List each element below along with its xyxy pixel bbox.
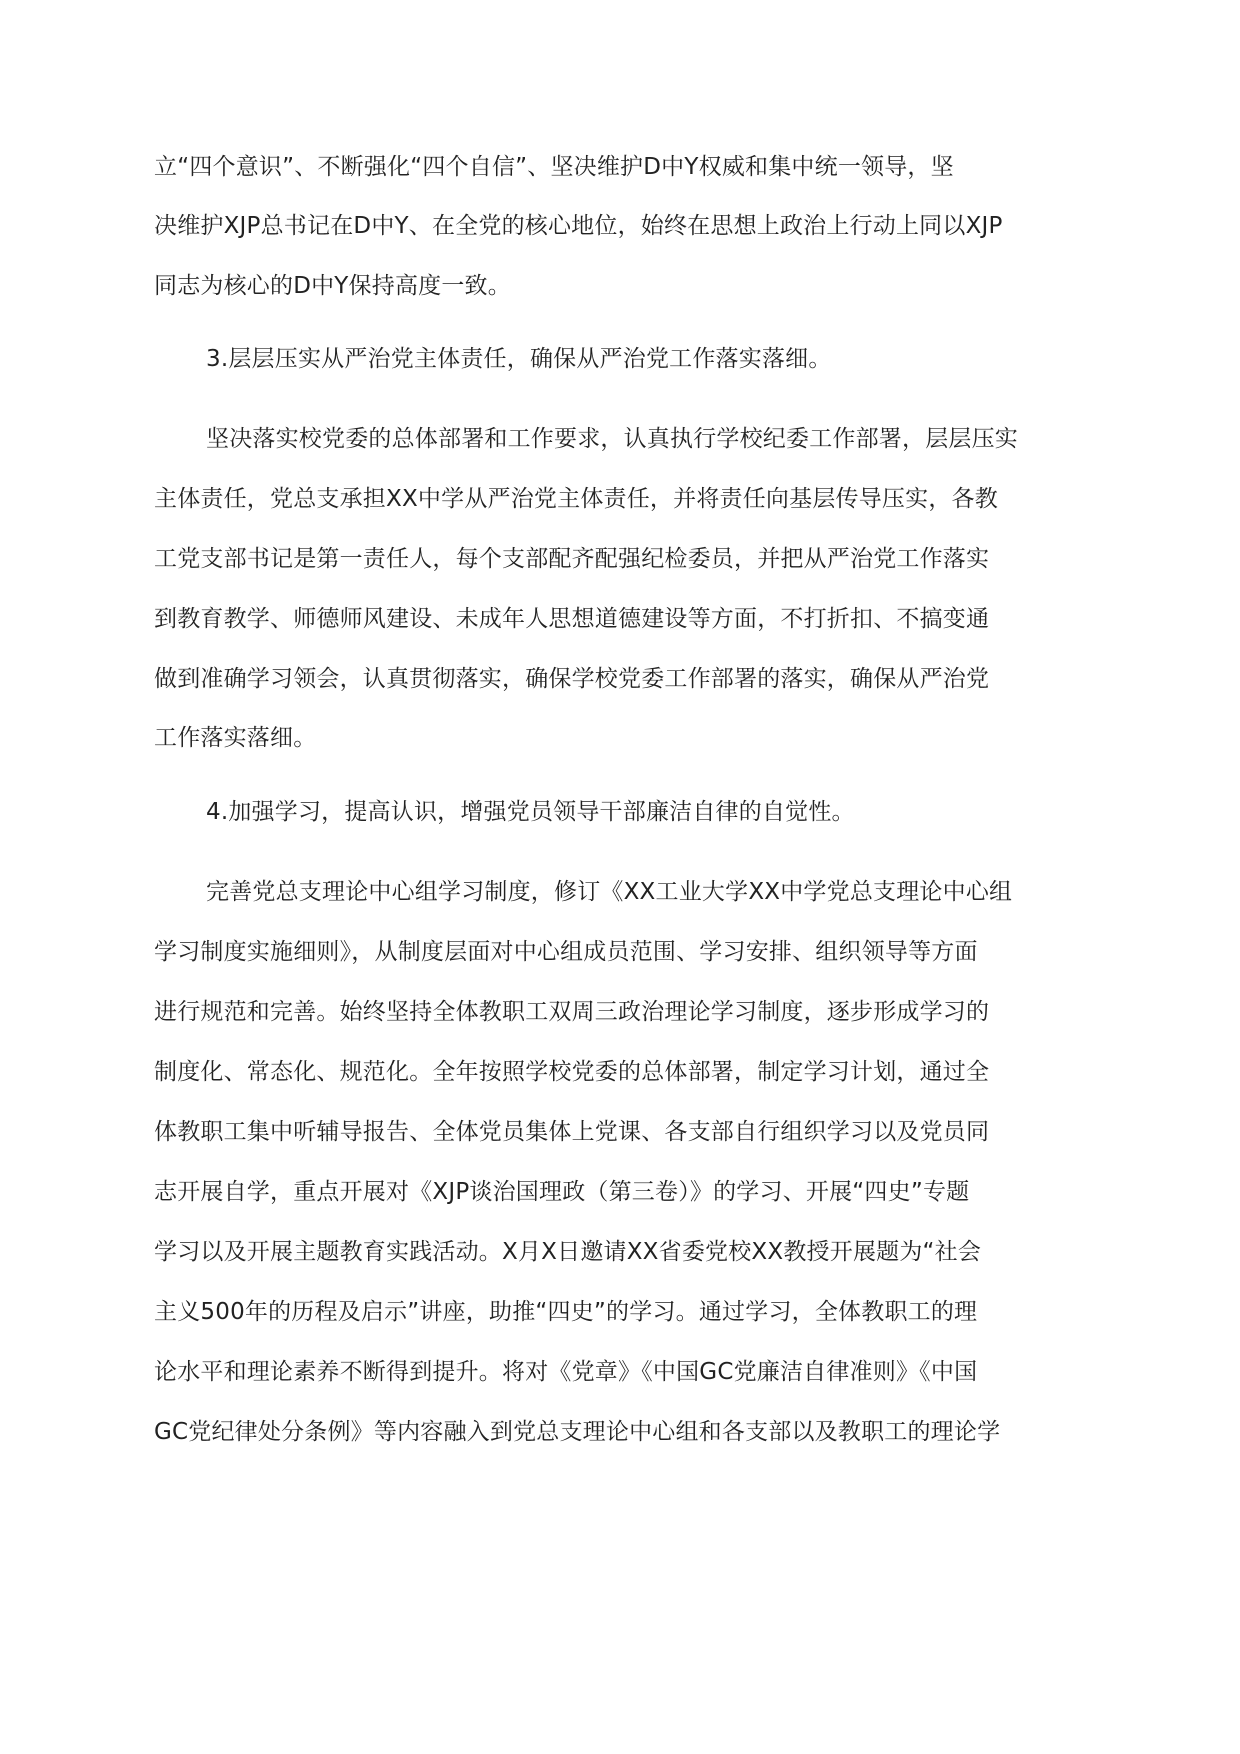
text-line-8: 到教育教学、师德师风建设、未成年人思想道德建设等方面，不打折扣、不搞变通 <box>154 606 990 632</box>
text-line-13: 学习制度实施细则》，从制度层面对中心组成员范围、学习安排、组织领导等方面 <box>154 939 978 965</box>
text-line-20: 论水平和理论素养不断得到提升。将对《党章》《中国GC党廉洁自律准则》《中国 <box>154 1359 978 1385</box>
text-line-15: 制度化、常态化、规范化。全年按照学校党委的总体部署，制定学习计划，通过全 <box>154 1059 990 1085</box>
section-heading-4: 4.加强学习，提高认识，增强党员领导干部廉洁自律的自觉性。 <box>206 799 855 825</box>
text-line-14: 进行规范和完善。始终坚持全体教职工双周三政治理论学习制度，逐步形成学习的 <box>154 999 990 1025</box>
text-line-6: 主体责任，党总支承担XX中学从严治党主体责任，并将责任向基层传导压实，各教 <box>154 486 998 512</box>
text-line-21: GC党纪律处分条例》等内容融入到党总支理论中心组和各支部以及教职工的理论学 <box>154 1419 1001 1445</box>
text-line-19: 主义500年的历程及启示”讲座，助推“四史”的学习。通过学习，全体教职工的理 <box>154 1299 978 1325</box>
text-line-17: 志开展自学，重点开展对《XJP谈治国理政（第三卷）》的学习、开展“四史”专题 <box>154 1179 970 1205</box>
text-line-2: 决维护XJP总书记在D中Y、在全党的核心地位，始终在思想上政治上行动上同以XJP <box>154 213 1003 239</box>
text-line-7: 工党支部书记是第一责任人，每个支部配齐配强纪检委员，并把从严治党工作落实 <box>154 546 990 572</box>
text-line-5: 坚决落实校党委的总体部署和工作要求，认真执行学校纪委工作部署，层层压实 <box>206 426 1018 452</box>
section-heading-3: 3.层层压实从严治党主体责任，确保从严治党工作落实落细。 <box>206 346 832 372</box>
text-line-18: 学习以及开展主题教育实践活动。X月X日邀请XX省委党校XX教授开展题为“社会 <box>154 1239 982 1265</box>
text-line-3: 同志为核心的D中Y保持高度一致。 <box>154 273 511 299</box>
text-line-12: 完善党总支理论中心组学习制度，修订《XX工业大学XX中学党总支理论中心组 <box>206 879 1013 905</box>
text-line-10: 工作落实落细。 <box>154 725 317 751</box>
text-line-16: 体教职工集中听辅导报告、全体党员集体上党课、各支部自行组织学习以及党员同 <box>154 1119 990 1145</box>
text-line-9: 做到准确学习领会，认真贯彻落实，确保学校党委工作部署的落实，确保从严治党 <box>154 666 990 692</box>
text-line-1: 立“四个意识”、不断强化“四个自信”、坚决维护D中Y权威和集中统一领导，坚 <box>154 154 954 180</box>
